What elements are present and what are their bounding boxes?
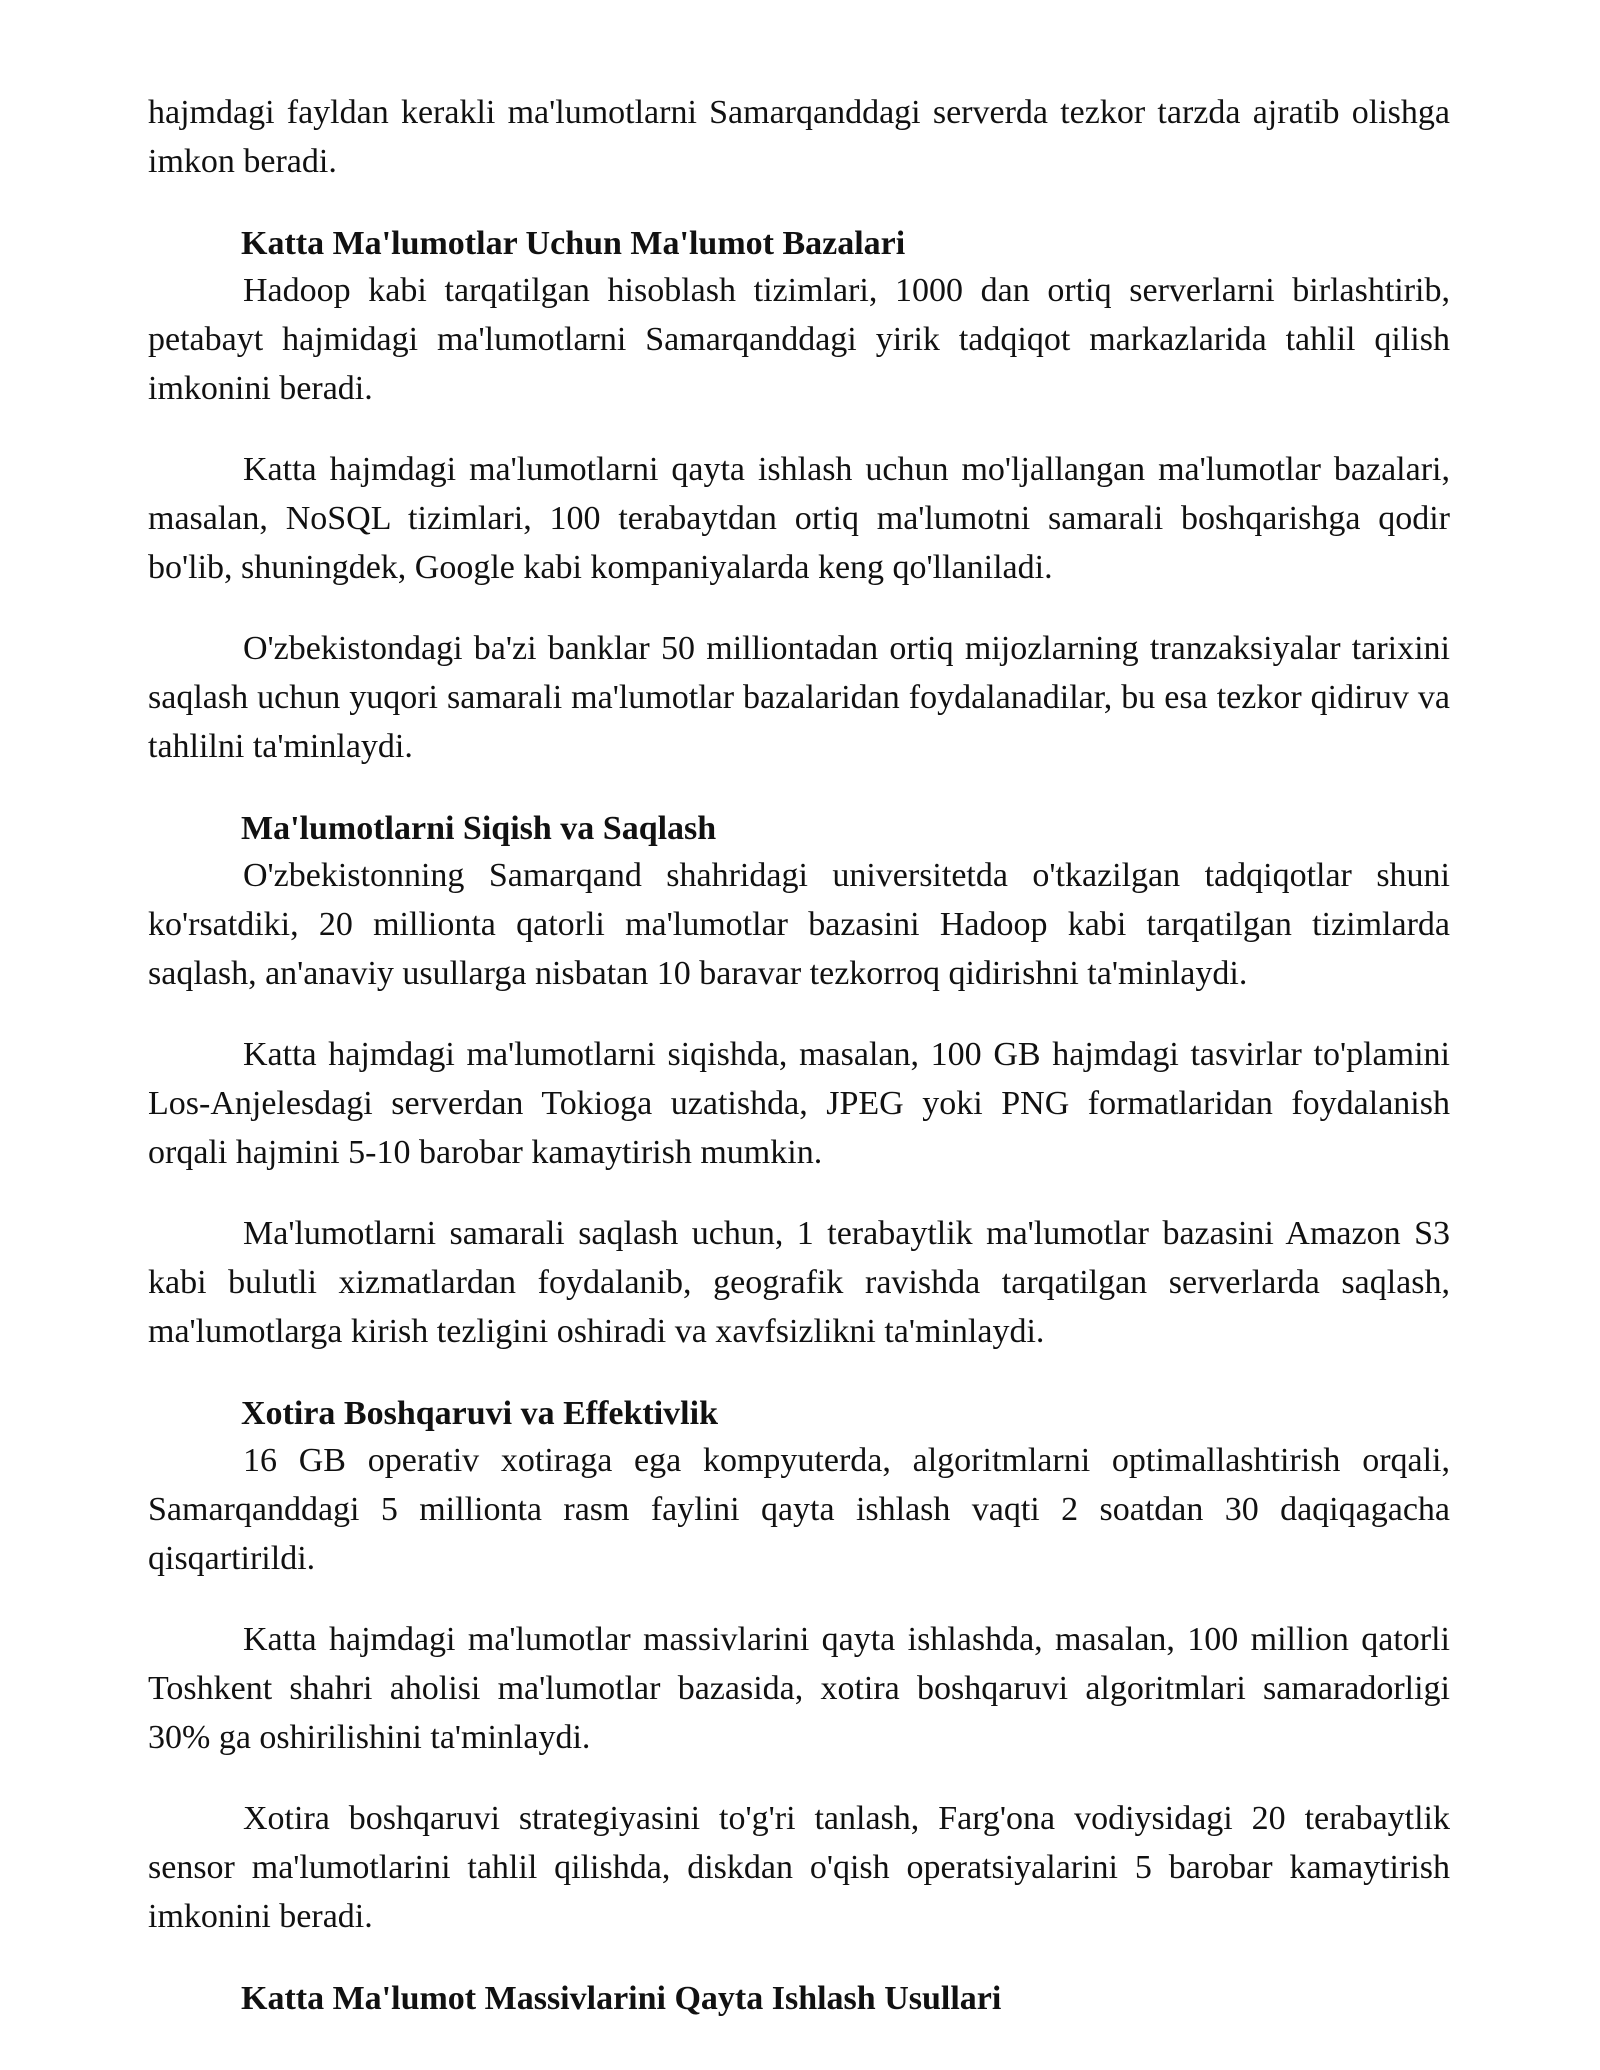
- paragraph: O'zbekistonning Samarqand shahridagi universitetda o'tkazilgan tadqiqotlar shuni ko'rsatdiki, 20 millionta qatorli ma'lumotlar bazasini Hadoop kabi tarqatilgan tizimlarda saqlash, an'anaviy usullarga nisbatan 10 baravar tezkorroq qidirishni ta'minlaydi.: [148, 857, 1450, 992]
- paragraph: Xotira boshqaruvi strategiyasini to'g'ri tanlash, Farg'ona vodiysidagi 20 terabaytlik sensor ma'lumotlarini tahlil qilishda, diskdan o'qish operatsiyalarini 5 barobar kamaytirish imkonini beradi.: [148, 1800, 1450, 1935]
- section-heading: Ma'lumotlarni Siqish va Saqlash: [241, 810, 717, 847]
- paragraph: O'zbekistondagi ba'zi banklar 50 milliontadan ortiq mijozlarning tranzaksiyalar tarixini saqlash uchun yuqori samarali ma'lumotlar bazalaridan foydalanadilar, bu esa tezkor qidiruv va tahlilni ta'minlaydi.: [148, 630, 1450, 765]
- paragraph: Katta hajmdagi ma'lumotlar massivlarini qayta ishlashda, masalan, 100 million qatorli Toshkent shahri aholisi ma'lumotlar bazasida, xotira boshqaruvi algoritmlari samaradorligi 30% ga oshirilishini ta'minlaydi.: [148, 1621, 1450, 1756]
- paragraph: 16 GB operativ xotiraga ega kompyuterda, algoritmlarni optimallashtirish orqali, Samarqanddagi 5 millionta rasm faylini qayta ishlash vaqti 2 soatdan 30 daqiqagacha qisqartirildi.: [148, 1442, 1450, 1577]
- section-heading: Xotira Boshqaruvi va Effektivlik: [241, 1395, 718, 1432]
- paragraph: Hadoop kabi tarqatilgan hisoblash tizimlari, 1000 dan ortiq serverlarni birlashtirib, petabayt hajmidagi ma'lumotlarni Samarqanddagi yirik tadqiqot markazlarida tahlil qilish imkonini beradi.: [148, 272, 1450, 407]
- section-heading: Katta Ma'lumotlar Uchun Ma'lumot Bazalari: [241, 225, 906, 262]
- paragraph: Katta hajmdagi ma'lumotlarni siqishda, masalan, 100 GB hajmdagi tasvirlar to'plamini Los-Anjelesdagi serverdan Tokioga uzatishda, JPEG yoki PNG formatlaridan foydalanish orqali hajmini 5-10 barobar kamaytirish mumkin.: [148, 1036, 1450, 1171]
- paragraph: Katta hajmdagi ma'lumotlarni qayta ishlash uchun mo'ljallangan ma'lumotlar bazalari, masalan, NoSQL tizimlari, 100 terabaytdan ortiq ma'lumotni samarali boshqarishga qodir bo'lib, shuningdek, Google kabi kompaniyalarda keng qo'llaniladi.: [148, 451, 1450, 586]
- document-body: [148, 88, 1450, 2021]
- intro-paragraph: hajmdagi fayldan kerakli ma'lumotlarni Samarqanddagi serverda tezkor tarzda ajratib olishga imkon beradi.: [148, 94, 1450, 180]
- paragraph: Ma'lumotlarni samarali saqlash uchun, 1 terabaytlik ma'lumotlar bazasini Amazon S3 kabi bulutli xizmatlardan foydalanib, geografik ravishda tarqatilgan serverlarda saqlash, ma'lumotlarga kirish tezligini oshiradi va xavfsizlikni ta'minlaydi.: [148, 1215, 1450, 1350]
- section-heading: Katta Ma'lumot Massivlarini Qayta Ishlash Usullari: [241, 1980, 1002, 2017]
